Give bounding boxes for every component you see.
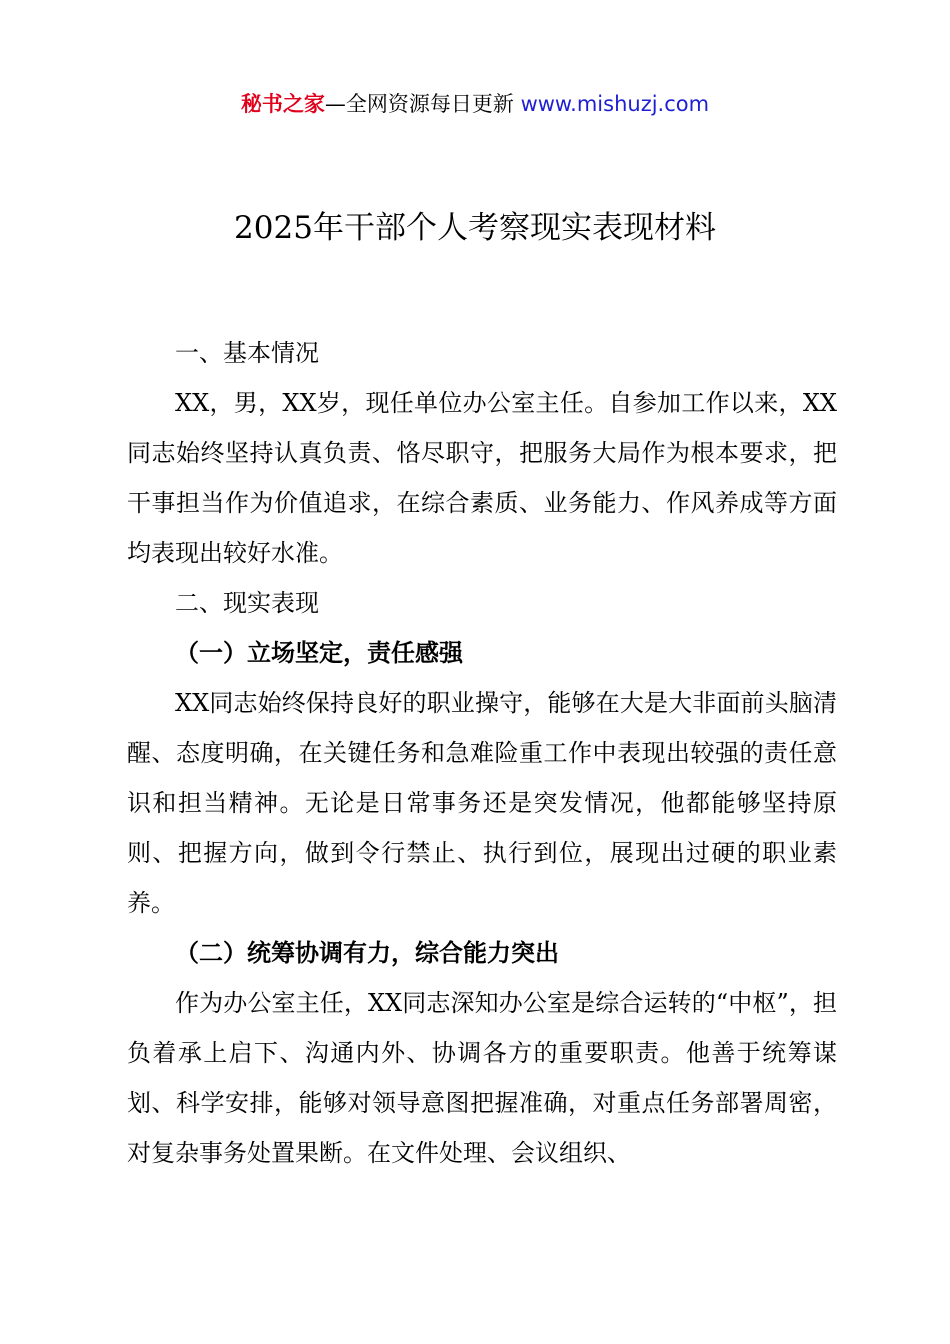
site-header — [0, 86, 950, 122]
document-title: 2025年干部个人考察现实表现材料 — [234, 210, 716, 246]
site-url-link[interactable]: www.mishuzj.com — [520, 92, 710, 116]
header-tagline: —全网资源每日更新 — [324, 92, 521, 116]
subheading-position-responsibility: （一）立场坚定，责任感强 — [175, 639, 463, 667]
paragraph-coordination-ability: 作为办公室主任，XX同志深知办公室是综合运转的“中枢”，担负着承上启下、沟通内外、协调各方的重要职责。他善于统筹谋划、科学安排，能够对领导意图把握准确，对重点任务部署周密，对复杂事务处置果断。在文件处理、会议组织、 — [127, 989, 837, 1167]
paragraph-position-responsibility: XX同志始终保持良好的职业操守，能够在大是大非面前头脑清醒、态度明确，在关键任务和急难险重工作中表现出较强的责任意识和担当精神。无论是日常事务还是突发情况，他都能够坚持原则、把握方向，做到令行禁止、执行到位，展现出过硬的职业素养。 — [127, 689, 837, 917]
paragraph-basic-info: XX，男，XX岁，现任单位办公室主任。自参加工作以来，XX同志始终坚持认真负责、恪尽职守，把服务大局作为根本要求，把干事担当作为价值追求，在综合素质、业务能力、作风养成等方面均表现出较好水准。 — [127, 389, 837, 567]
subheading-coordination-ability: （二）统筹协调有力，综合能力突出 — [175, 939, 559, 967]
brand-name: 秘书之家 — [240, 92, 325, 116]
section-heading-basic-info: 一、基本情况 — [175, 339, 319, 367]
section-heading-performance: 二、现实表现 — [175, 589, 319, 617]
document-body — [127, 328, 837, 1178]
